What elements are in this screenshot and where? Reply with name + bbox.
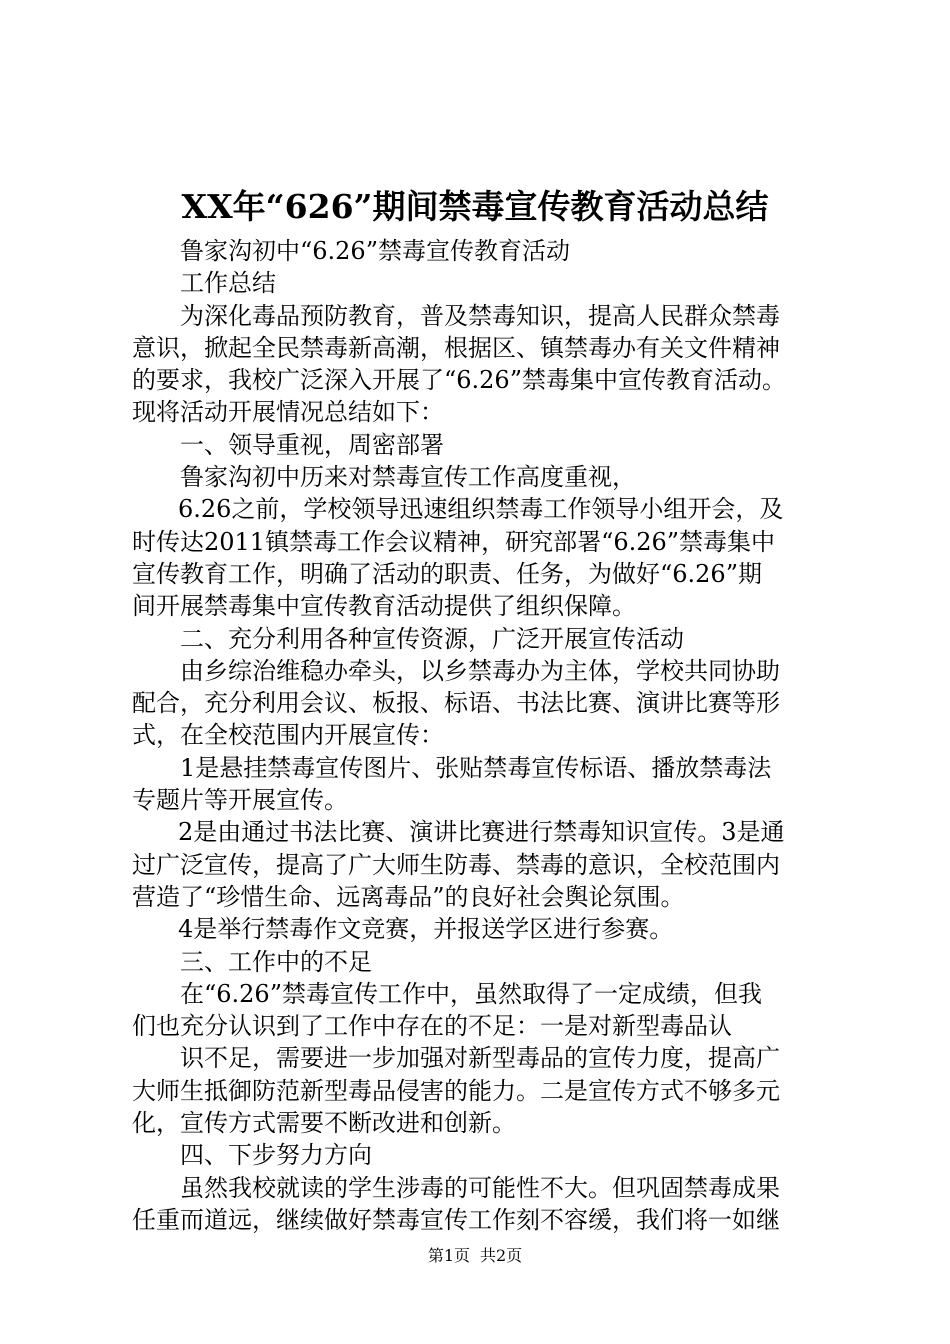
paragraph-line: 虽然我校就读的学生涉毒的可能性不大。但巩固禁毒成果	[180, 1173, 780, 1202]
paragraph-line: 时传达2011镇禁毒工作会议精神，研究部署“6.26”禁毒集中	[132, 527, 776, 556]
paragraph-line: 任重而道远，继续做好禁毒宣传工作刻不容缓，我们将一如继	[132, 1205, 780, 1234]
paragraph-line: 过广泛宣传，提高了广大师生防毒、禁毒的意识，全校范围内	[132, 850, 780, 879]
paragraph-line: 识不足，需要进一步加强对新型毒品的宣传力度，提高广	[180, 1044, 780, 1073]
paragraph-line: 大师生抵御防范新型毒品侵害的能力。二是宣传方式不够多元	[132, 1076, 780, 1105]
paragraph-line: 配合，充分利用会议、板报、标语、书法比赛、演讲比赛等形	[132, 689, 780, 718]
paragraph-line: 意识，掀起全民禁毒新高潮，根据区、镇禁毒办有关文件精神	[132, 333, 780, 362]
paragraph-line: 4是举行禁毒作文竞赛，并报送学区进行参赛。	[178, 915, 674, 944]
paragraph-line: 营造了“珍惜生命、远离毒品”的良好社会舆论氛围。	[132, 882, 685, 911]
paragraph-line: 间开展禁毒集中宣传教育活动提供了组织保障。	[132, 592, 636, 621]
paragraph-line: 式，在全校范围内开展宣传：	[132, 721, 444, 750]
paragraph-line: 的要求，我校广泛深入开展了“6.26”禁毒集中宣传教育活动。	[132, 366, 786, 395]
subtitle-line: 鲁家沟初中“6.26”禁毒宣传教育活动	[180, 237, 570, 265]
paragraph-line: 宣传教育工作，明确了活动的职责、任务，为做好“6.26”期	[132, 559, 762, 588]
paragraph-line: 由乡综治维稳办牵头，以乡禁毒办为主体，学校共同协助	[180, 656, 780, 685]
subtitle-line: 工作总结	[180, 269, 276, 298]
section-heading: 四、下步努力方向	[180, 1141, 372, 1170]
paragraph-line: 在“6.26”禁毒宣传工作中，虽然取得了一定成绩，但我	[180, 979, 762, 1008]
paragraph-line: 们也充分认识到了工作中存在的不足：一是对新型毒品认	[132, 1012, 732, 1041]
paragraph-line: 2是由通过书法比赛、演讲比赛进行禁毒知识宣传。3是通	[178, 818, 785, 847]
paragraph-line: 1是悬挂禁毒宣传图片、张贴禁毒宣传标语、播放禁毒法	[180, 753, 772, 782]
section-heading: 二、充分利用各种宣传资源，广泛开展宣传活动	[180, 624, 684, 653]
document-body	[132, 235, 832, 1236]
paragraph-line: 为深化毒品预防教育，普及禁毒知识，提高人民群众禁毒	[180, 301, 780, 330]
paragraph-line: 专题片等开展宣传。	[132, 786, 348, 815]
section-heading: 一、领导重视，周密部署	[180, 430, 444, 459]
page-footer	[0, 1244, 950, 1268]
paragraph-line: 化，宣传方式需要不断改进和创新。	[132, 1109, 516, 1138]
paragraph-line: 鲁家沟初中历来对禁毒宣传工作高度重视，	[180, 463, 636, 492]
paragraph-line: 6.26之前，学校领导迅速组织禁毒工作领导小组开会，及	[178, 495, 784, 524]
document-title: XX年“626”期间禁毒宣传教育活动总结	[181, 187, 769, 226]
paragraph-line: 现将活动开展情况总结如下：	[132, 398, 444, 427]
page-number: 第1页	[427, 1246, 470, 1265]
page-total: 共2页	[480, 1246, 523, 1265]
section-heading: 三、工作中的不足	[180, 947, 372, 976]
